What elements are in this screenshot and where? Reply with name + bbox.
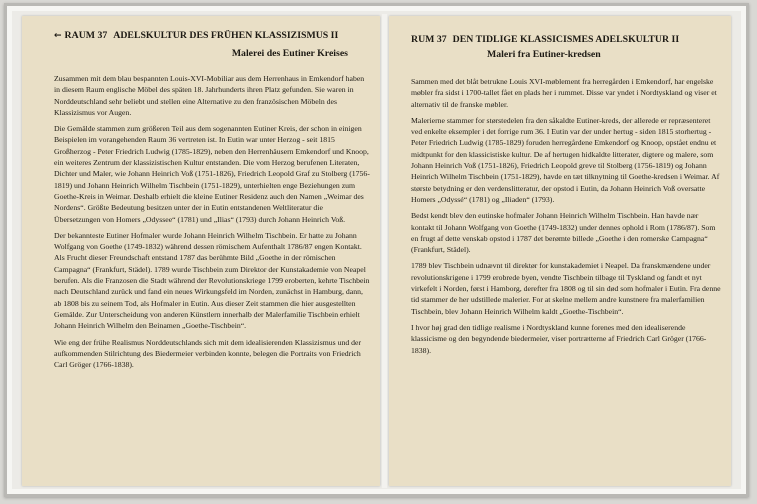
german-panel: [22, 16, 380, 486]
danish-title: DEN TIDLIGE KLASSICISMES ADELSKULTUR II: [452, 34, 680, 45]
german-paragraph: Wie eng der frühe Realismus Norddeutschlands sich mit dem idealisierenden Klassizismus und der aufkommenden Stilrichtung des Biedermeier verbinden konnte, belegen die Portraits von Friedrich Carl Gröger (1766-1838).: [54, 337, 362, 370]
danish-body: [411, 76, 721, 356]
danish-paragraph: Sammen med det blåt betrukne Louis XVI-møblement fra herregården i Emkendorf, har engelske møbler fra sidst i 1700-tallet fået en plads her i rummet. Disse var yndet i Nordtyskland og viser et alternativ til de franske møbler.: [411, 77, 717, 109]
panel-divider: [382, 14, 387, 488]
german-header: [54, 30, 370, 42]
german-subtitle: Malerei des Eutiner Kreises: [231, 48, 348, 59]
danish-room-number: RUM 37: [411, 34, 447, 45]
danish-paragraph: Malerierne stammer for størstedelen fra den såkaldte Eutiner-kreds, der allerede er repræsenteret ved enkelte eksempler i det forrige rum 36. I Eutin var der under hertug - siden 1815 storhertug - Peter Friedrich Ludwig (1785-1829) foruden herregårdene Emkendorf og Knoop, opstået endnu et midtpunkt for den klassicistiske kultur. De af hertugen hidkaldte litterater, digtere og malere, som Johann Heinrich Voß (1751-1826), Friedrich Leopold greve til Stolberg (1756-1819) og Johann Heinrich Wilhelm Tischbein (1751-1829), havde en tæt tilknytning til Goethe-kredsen i Weimar. Af største betydning er den verdenslitteratur, der opstod i Eutin, da Johann Heinrich Voß oversatte Homers „Odyssé“ (1781) og „Iliaden“ (1793).: [411, 115, 720, 204]
danish-paragraph: I hvor høj grad den tidlige realisme i Nordtyskland kunne forenes med den idealiserende klassicisme og den begyndende biedermeier, viser portrætterne af Friedrich Carl Gröger (1766-1838).: [411, 322, 707, 355]
danish-panel: [389, 16, 731, 486]
german-paragraph: Der bekannteste Eutiner Hofmaler wurde Johann Heinrich Wilhelm Tischbein. Er hatte zu Johann Wolfgang von Goethe (1749-1832) während dessen römischem Aufenthalt 1786/87 engen Kontakt. Als Frucht dieser Freundschaft entstand 1787 das berühmte Bild „Goethe in der römischen Campagna“ (Frankfurt, Städel). 1789 wurde Tischbein zum Direktor der Kunstakademie von Neapel berufen. Als die Franzosen die Stadt während der Revolutionskriege 1799 eroberten, kehrte Tischbein nach Deutschland zurück und fand ein neues Wirkungsfeld im Norden, zunächst in Hamburg, dann, ab 1808 bis zu seinem Tod, als Hofmaler in Eutin. Aus dieser Zeit stammen die hier ausgestellten Gemälde. Zur Unterscheidung von anderen Künstlern innerhalb der Malerfamilie Tischbein erhielt Johann Heinrich Wilhelm den Beinamen „Goethe-Tischbein“.: [54, 230, 370, 331]
danish-paragraph: 1789 blev Tischbein udnævnt til direktør for kunstakademiet i Neapel. Da franskmændene under revolutionskrigene i 1799 erobrede byen, vendte Tischbein tilbage til Tyskland og fandt et nyt virkefelt i Norden, først i Hamborg, derefter fra 1808 og til sin død som hofmaler i Eutin. Fra denne tid stammer de her udstillede malerier. For at skelne mellem andre kunstnere fra malerfamilien Tischbein, blev Johann Heinrich Wilhelm kaldt „Goethe-Tischbein“.: [411, 261, 721, 316]
arrow-left-icon: ←: [54, 31, 62, 41]
danish-paragraph: Bedst kendt blev den eutinske hofmaler Johann Heinrich Wilhelm Tischbein. Han havde nær kontakt til Johann Wolfgang von Goethe (1749-1832) under dennes ophold i Rom (1786/87). Som en frugt af dette venskab opstod i 1787 det berømte billede „Goethe i den romerske Campagna“ (Frankfurt, Städel).: [411, 211, 716, 255]
german-body: [54, 73, 370, 370]
german-title: ADELSKULTUR DES FRÜHEN KLASSIZISMUS II: [113, 30, 339, 41]
german-paragraph: Zusammen mit dem blau bespannten Louis-XVI-Mobiliar aus dem Herrenhaus in Emkendorf haben in diesem Raum englische Möbel des späten 18. Jahrhunderts ihren Platz gefunden. Sie waren in Norddeutschland sehr beliebt und stellen eine Alternative zu den französischen Möbeln des Klassizismus vor Augen.: [54, 74, 365, 117]
german-room-number: RAUM 37: [64, 30, 108, 41]
german-paragraph: Die Gemälde stammen zum größeren Teil aus dem sogenannten Eutiner Kreis, der schon in einigen Beispielen im vorangehenden Raum 36 vertreten ist. In Eutin war unter Herzog - seit 1815 Großherzog - Peter Friedrich Ludwig (1785-1829), neben den Herrenhäusern Emkendorf und Knoop, ein weiteres Zentrum der klassizistischen Kultur entstanden. Die vom Herzog berufenen Literaten, Dichter und Maler, wie Johann Heinrich Voß (1751-1826), Friedrich Leopold Graf zu Stolberg (1756-1819) und Johann Heinrich Wilhelm Tischbein (1751-1829), unterhielten enge Beziehungen zum Goethe-Kreis in Weimar. Deshalb erhielt die kleine Eutiner Residenz auch den Namen „Weimar des Nordens“. Größte Bedeutung besitzen unter der in Eutin entstandenen Weltliteratur die Übersetzungen von Homers „Odyssee“ (1781) und „Ilias“ (1793) durch Johann Heinrich Voß.: [54, 124, 370, 224]
danish-subtitle: Maleri fra Eutiner-kredsen: [487, 49, 601, 60]
danish-header: [411, 34, 721, 46]
